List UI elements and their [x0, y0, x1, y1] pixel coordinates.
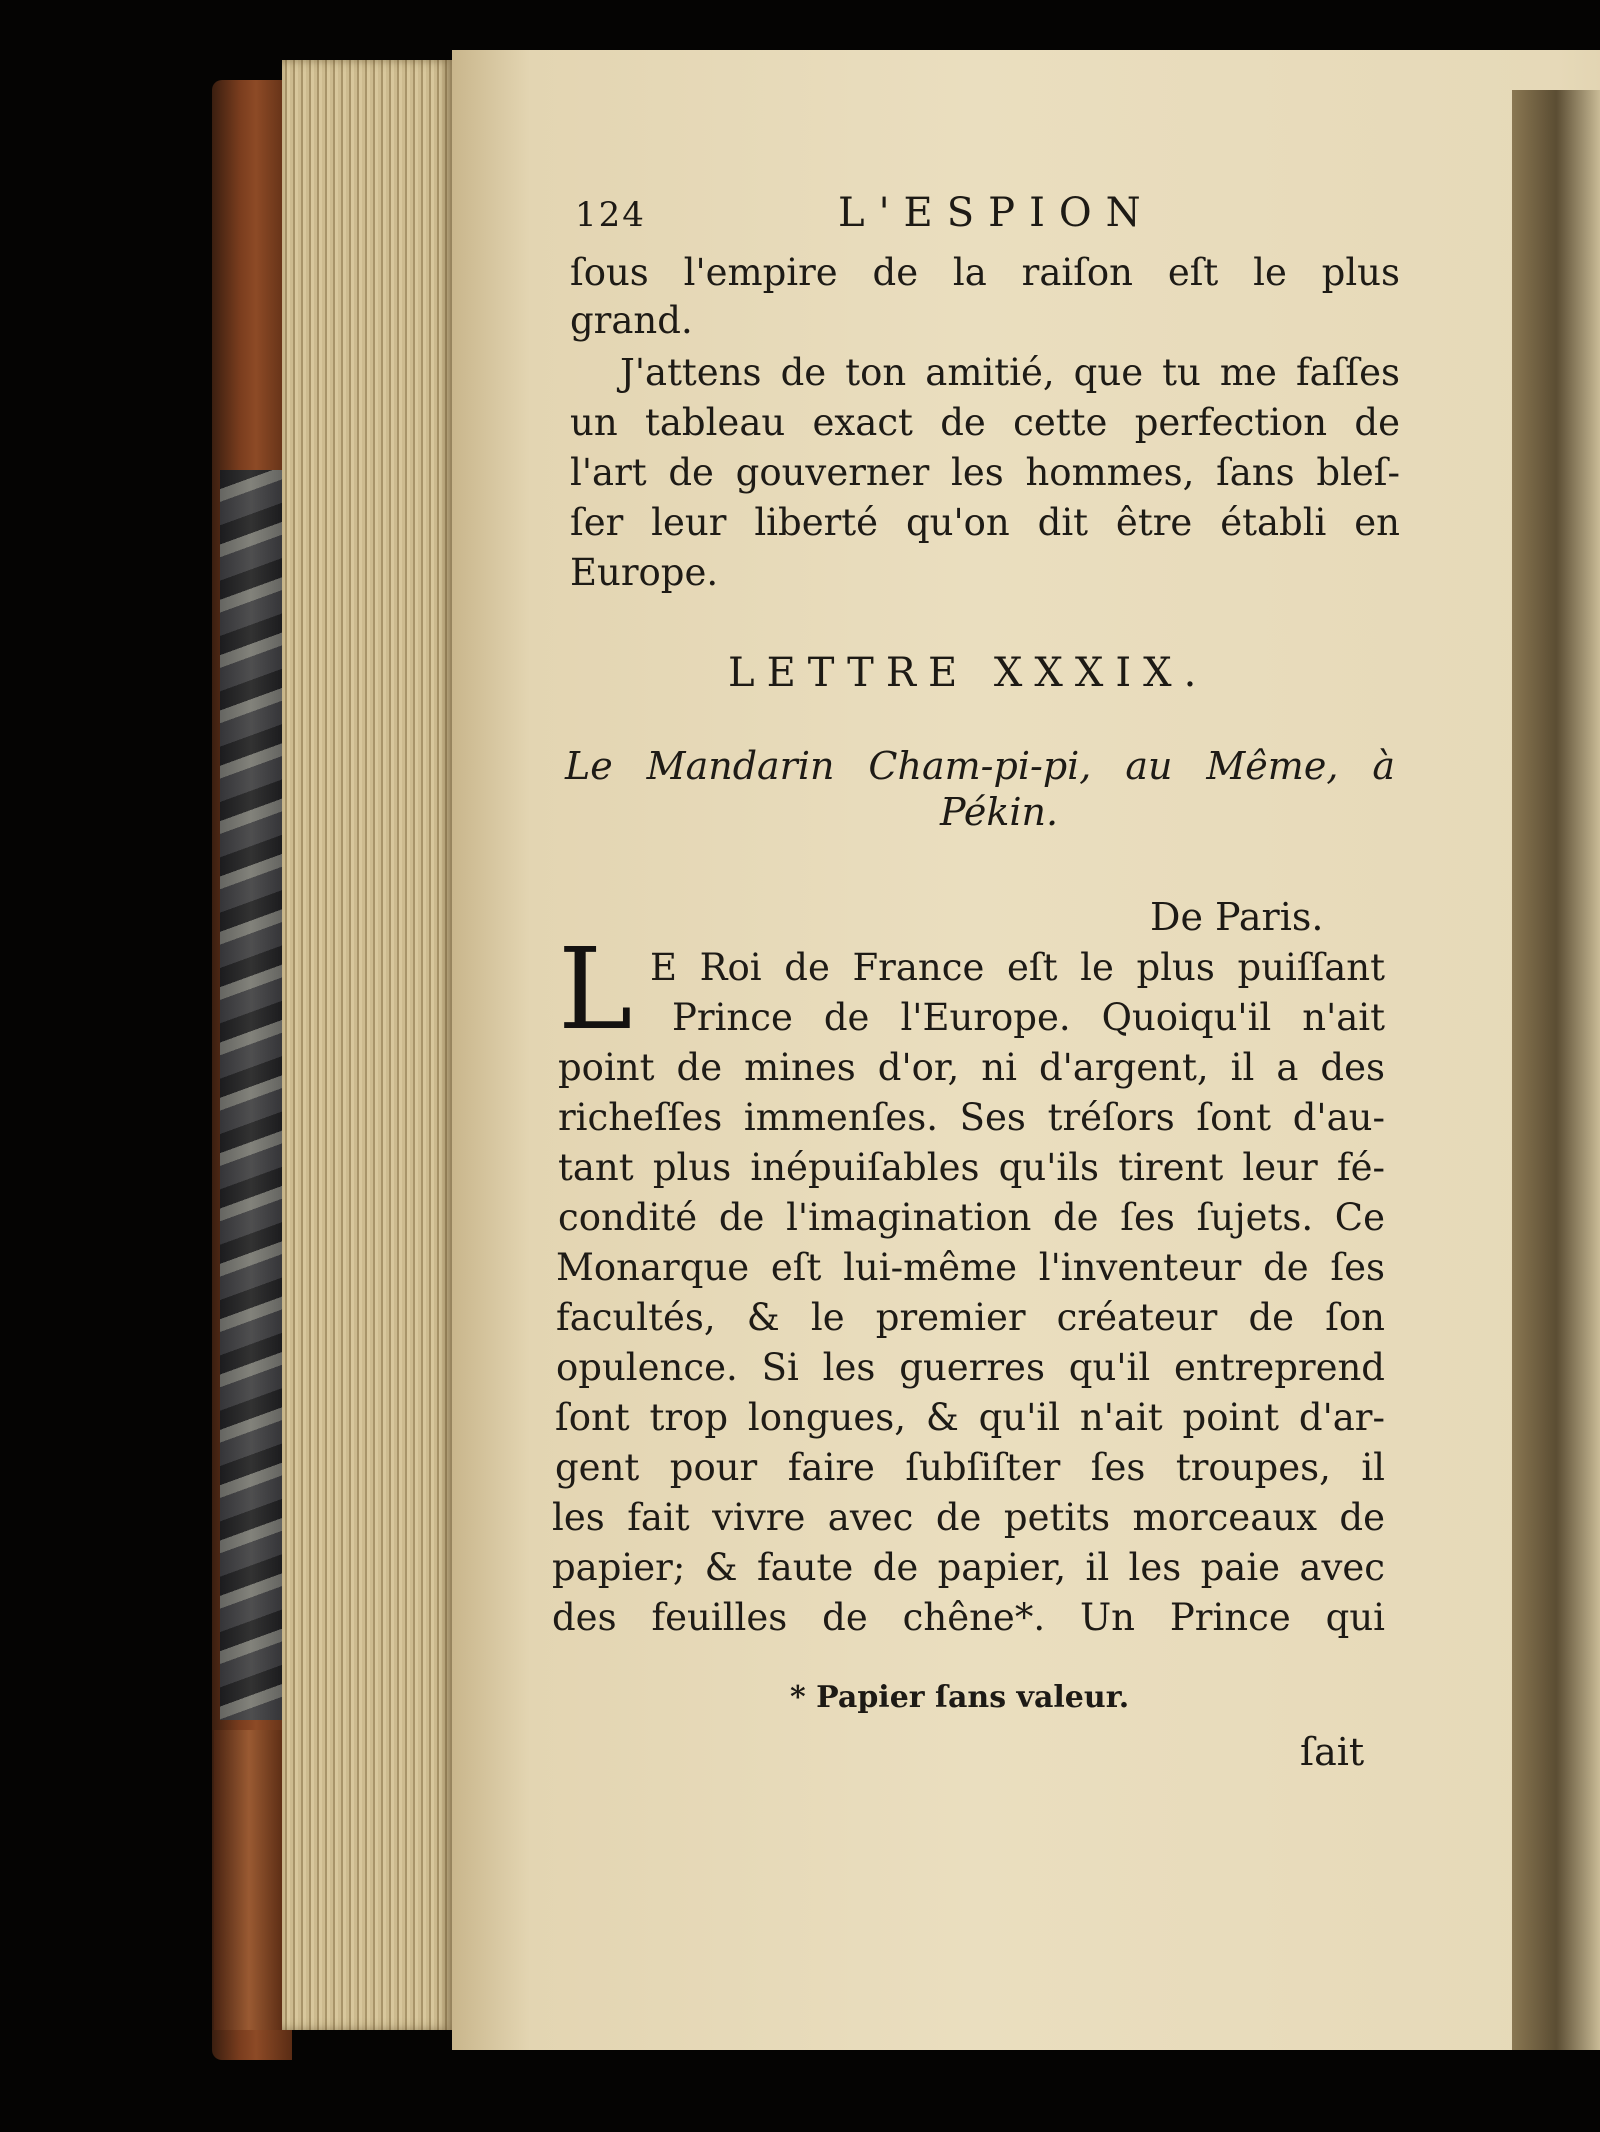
- text-line: papier; & faute de papier, il les paie avec: [552, 1546, 1385, 1589]
- page-edges: [282, 60, 452, 2030]
- catchword: ſait: [1300, 1730, 1365, 1774]
- leather-corner: [214, 1730, 284, 2030]
- text-line: l'art de gouverner les hommes, ſans bleſ-: [570, 451, 1400, 494]
- running-title: L'ESPION: [838, 190, 1155, 236]
- text-line: richeſſes immenſes. Ses tréſors ſont d'au-: [558, 1096, 1385, 1139]
- text-line: E Roi de France eſt le plus puiſſant: [650, 946, 1385, 989]
- page-number: 124: [575, 195, 646, 235]
- drop-cap: L: [558, 925, 633, 1055]
- text-line: ſer leur liberté qu'on dit être établi en: [570, 501, 1400, 544]
- letter-subtitle: Le Mandarin Cham-pi-pi, au Même, à: [565, 744, 1395, 788]
- letter-subtitle-city: Pékin.: [940, 790, 1059, 834]
- text-line: condité de l'imagination de ſes ſujets. Ce: [558, 1196, 1385, 1239]
- text-line: un tableau exact de cette perfection de: [570, 401, 1400, 444]
- text-line: Monarque eſt lui-même l'inventeur de ſes: [556, 1246, 1385, 1289]
- text-line: grand.: [570, 299, 693, 342]
- letter-place: De Paris.: [1150, 895, 1324, 939]
- text-line: Prince de l'Europe. Quoiqu'il n'ait: [672, 996, 1385, 1039]
- text-line: J'attens de ton amitié, que tu me faſſes: [620, 351, 1400, 394]
- marbled-cover: [220, 470, 282, 1720]
- letter-title: LETTRE XXXIX.: [728, 650, 1209, 696]
- text-line: gent pour faire ſubſiſter ſes troupes, il: [555, 1446, 1385, 1489]
- text-line: opulence. Si les guerres qu'il entreprend: [556, 1346, 1385, 1389]
- text-line: les fait vivre avec de petits morceaux de: [552, 1496, 1385, 1539]
- text-line: ſous l'empire de la raiſon eſt le plus: [570, 251, 1400, 294]
- text-line: des feuilles de chêne*. Un Prince qui: [552, 1596, 1385, 1639]
- footnote: * Papier ſans valeur.: [790, 1680, 1130, 1715]
- text-line: point de mines d'or, ni d'argent, il a des: [558, 1046, 1385, 1089]
- book-gutter: [1512, 90, 1600, 2050]
- text-line: tant plus inépuiſables qu'ils tirent leur fé-: [558, 1146, 1385, 1189]
- text-line: ſont trop longues, & qu'il n'ait point d'ar-: [555, 1396, 1385, 1439]
- text-line: facultés, & le premier créateur de ſon: [556, 1296, 1385, 1339]
- text-line: Europe.: [570, 551, 719, 594]
